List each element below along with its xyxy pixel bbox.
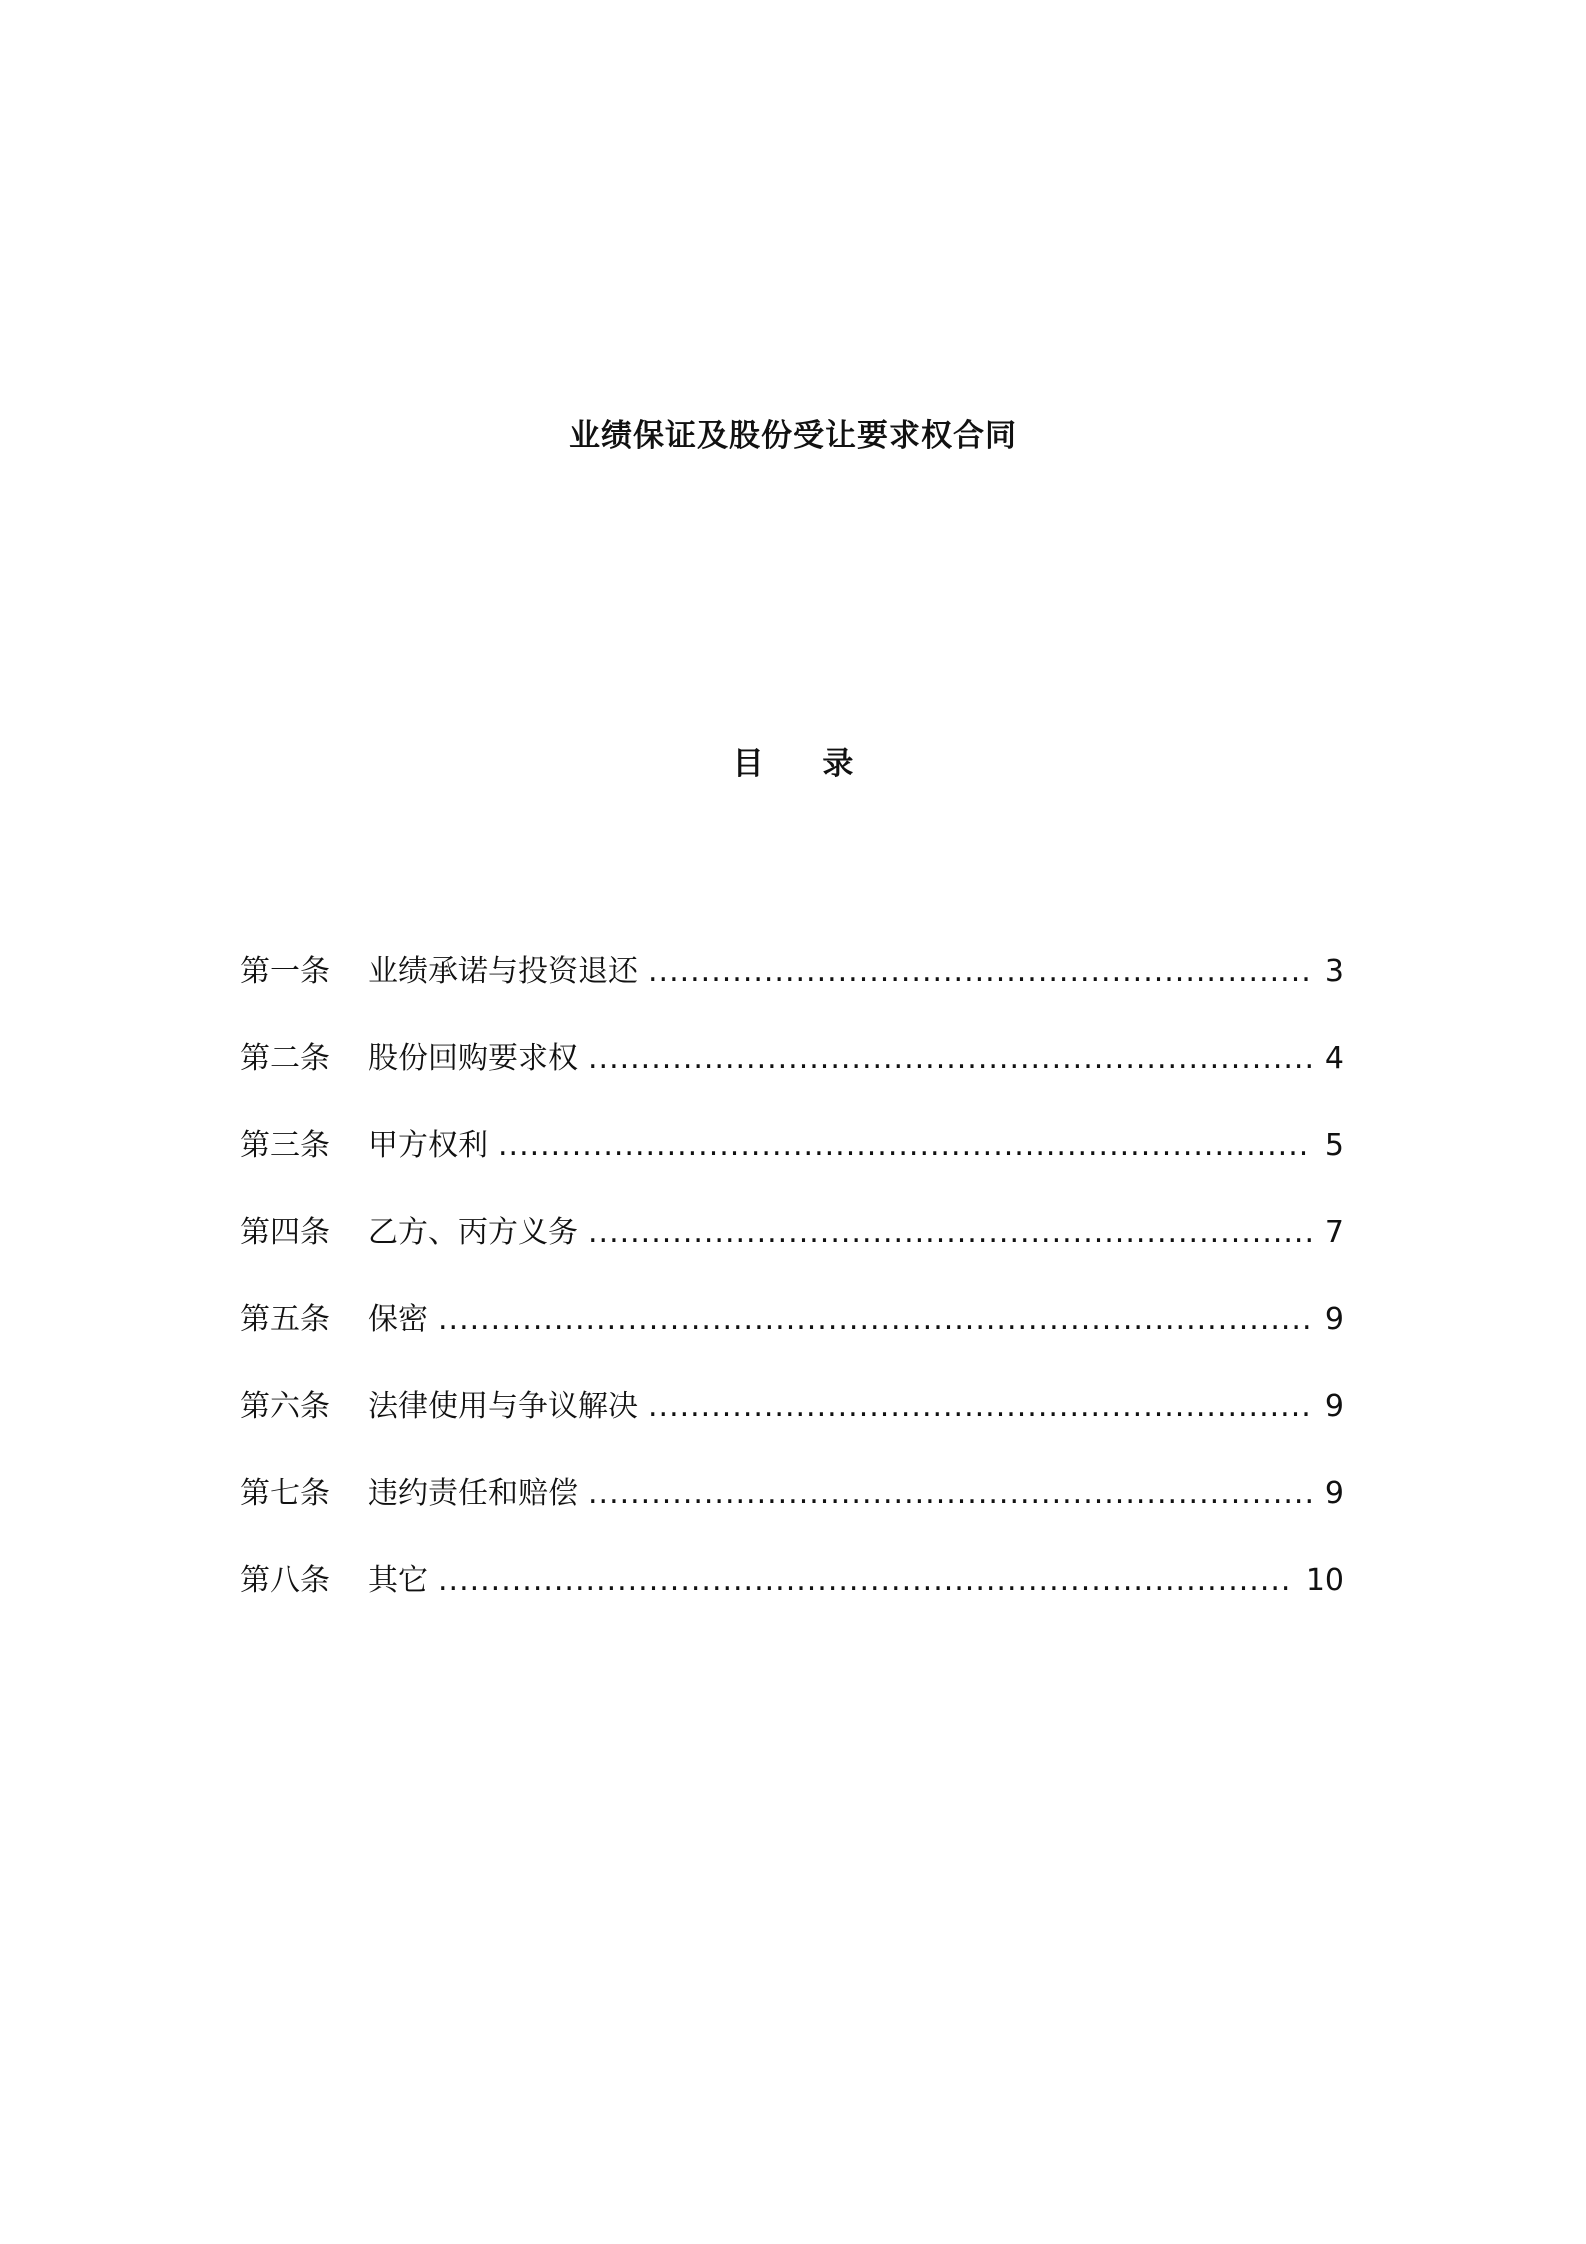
toc-entry-8[interactable] [240, 1559, 1344, 1646]
toc-entry-2[interactable] [240, 1037, 1344, 1124]
toc-entry-5[interactable] [240, 1298, 1344, 1385]
toc-entry-page: 7 [1324, 1215, 1344, 1250]
toc-entry-title: 保密 [368, 1302, 428, 1337]
toc-entry-title: 业绩承诺与投资退还 [368, 954, 638, 989]
toc-dot-leader [438, 1298, 1311, 1342]
toc-dot-leader [588, 1472, 1311, 1516]
toc-entry-number: 第八条 [240, 1563, 330, 1598]
toc-entry-page: 9 [1324, 1389, 1344, 1424]
toc-entry-number: 第二条 [240, 1041, 330, 1076]
toc-entry-number: 第三条 [240, 1128, 330, 1163]
table-of-contents [240, 950, 1344, 1646]
toc-entry-7[interactable] [240, 1472, 1344, 1559]
toc-entry-page: 9 [1324, 1476, 1344, 1511]
toc-entry-page: 4 [1324, 1041, 1344, 1076]
document-title: 业绩保证及股份受让要求权合同 [569, 418, 1017, 454]
toc-dot-leader [438, 1559, 1292, 1603]
toc-entry-6[interactable] [240, 1385, 1344, 1472]
toc-dot-leader [588, 1211, 1311, 1255]
toc-entry-number: 第六条 [240, 1389, 330, 1424]
toc-entry-number: 第一条 [240, 954, 330, 989]
toc-entry-page: 9 [1324, 1302, 1344, 1337]
toc-entry-title: 甲方权利 [368, 1128, 488, 1163]
toc-entry-3[interactable] [240, 1124, 1344, 1211]
toc-entry-title: 法律使用与争议解决 [368, 1389, 638, 1424]
toc-entry-number: 第四条 [240, 1215, 330, 1250]
toc-entry-number: 第七条 [240, 1476, 330, 1511]
toc-dot-leader [588, 1037, 1311, 1081]
toc-entry-title: 股份回购要求权 [368, 1041, 578, 1076]
toc-entry-page: 3 [1324, 954, 1344, 989]
toc-entry-page: 10 [1305, 1563, 1344, 1598]
toc-entry-title: 乙方、丙方义务 [368, 1215, 578, 1250]
toc-heading: 目 录 [732, 746, 878, 782]
toc-dot-leader [498, 1124, 1311, 1168]
toc-dot-leader [648, 950, 1311, 994]
toc-dot-leader [648, 1385, 1311, 1429]
toc-entry-number: 第五条 [240, 1302, 330, 1337]
toc-entry-title: 其它 [368, 1563, 428, 1598]
toc-entry-title: 违约责任和赔偿 [368, 1476, 578, 1511]
toc-entry-4[interactable] [240, 1211, 1344, 1298]
toc-entry-1[interactable] [240, 950, 1344, 1037]
toc-entry-page: 5 [1324, 1128, 1344, 1163]
